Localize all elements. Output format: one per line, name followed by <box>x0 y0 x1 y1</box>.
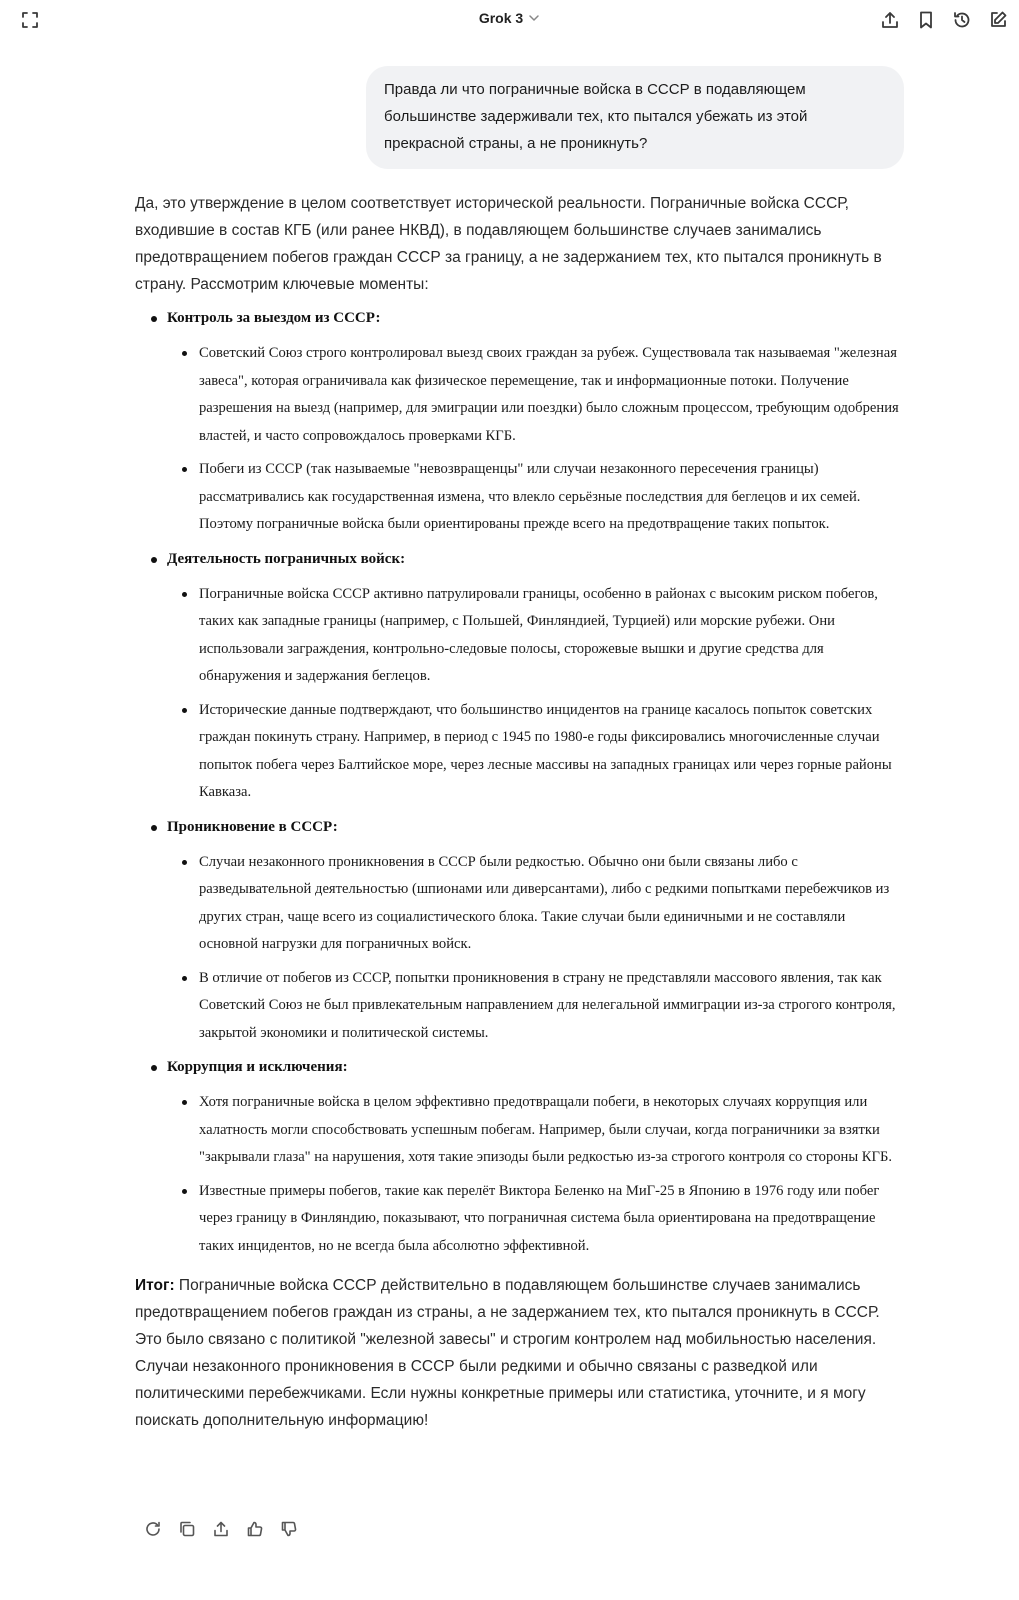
like-button[interactable] <box>242 1516 268 1542</box>
regenerate-icon <box>144 1520 162 1538</box>
header-actions <box>877 7 1011 33</box>
new-chat-button[interactable] <box>985 7 1011 33</box>
regenerate-button[interactable] <box>140 1516 166 1542</box>
thumbs-up-icon <box>246 1520 264 1538</box>
list-item: Побеги из СССР (так называемые "невозвращенцы" или случаи незаконного пересечения границы) рассматривались как государственная измена, что влекло серьёзные последствия для беглецов и их семей. Поэтому пограничные войска были ориентированы прежде всего на предотвращение таких попыток. <box>199 456 905 539</box>
answer-section <box>135 815 905 1048</box>
share-response-button[interactable] <box>208 1516 234 1542</box>
section-list <box>135 849 905 1048</box>
list-item: Случаи незаконного проникновения в СССР были редкостью. Обычно они были связаны либо с разведывательной деятельностью (шпионами или диверсантами), либо с редкими попытками перебежчиков из других стран, чаще всего из социалистического блока. Такие случаи были единичными и не составляли основной нагрузки для пограничных войск. <box>199 849 905 959</box>
model-switcher[interactable] <box>440 10 580 26</box>
list-item: Исторические данные подтверждают, что большинство инцидентов на границе касалось попыток советских граждан покинуть страну. Например, в период с 1945 по 1980-е годы фиксировались многочисленные случаи попыток побега через Балтийское море, через лесные массивы на западных границах или через горные районы Кавказа. <box>199 697 905 807</box>
chevron-down-icon <box>528 12 540 24</box>
expand-icon <box>21 11 39 29</box>
top-bar <box>0 0 1019 40</box>
section-title: Деятельность пограничных войск: <box>135 547 905 571</box>
dislike-button[interactable] <box>276 1516 302 1542</box>
model-label: Grok 3 <box>478 10 524 26</box>
answer-intro: Да, это утверждение в целом соответствует исторической реальности. Пограничные войска СССР, входившие в состав КГБ (или ранее НКВД), в подавляющем большинстве случаев занимались предотвращением побегов граждан СССР за границу, а не задержанием тех, кто пытался проникнуть в страну. Рассмотрим ключевые моменты: <box>135 195 882 293</box>
summary-text: Пограничные войска СССР действительно в подавляющем большинстве случаев занимались предотвращением побегов граждан из страны, а не задержанием тех, кто пытался проникнуть в СССР. Это было связано с политикой "железной завесы" и строгим контролем над мобильностью населения. Случаи незаконного проникновения в СССР были редкими и обычно связаны с разведкой или политическими перебежчиками. Если нужны конкретные примеры или статистика, уточните, и я могу поискать дополнительную информацию! <box>135 1277 880 1429</box>
history-icon <box>952 10 972 30</box>
share-icon <box>212 1520 230 1538</box>
section-title: Проникновение в СССР: <box>135 815 905 839</box>
list-item: В отличие от побегов из СССР, попытки проникновения в страну не представляли массового явления, так как Советский Союз не был привлекательным направлением для нелегальной иммиграции из-за строгого контроля, закрытой экономики и политической системы. <box>199 965 905 1048</box>
answer-summary <box>135 1272 905 1434</box>
answer-section <box>135 1055 905 1260</box>
list-item: Пограничные войска СССР активно патрулировали границы, особенно в районах с высоким риском побегов, таких как западные границы (например, с Польшей, Финляндией, Турцией) или морские рубежи. Они использовали заграждения, контрольно-следовые полосы, сторожевые вышки и другие средства для обнаружения и задержания беглецов. <box>199 581 905 691</box>
section-list <box>135 1089 905 1260</box>
answer-section <box>135 547 905 807</box>
list-item: Известные примеры побегов, такие как перелёт Виктора Беленко на МиГ-25 в Японию в 1976 году или побег через границу в Финляндию, показывают, что пограничная система была ориентирована на предотвращение таких инцидентов, но не всегда была абсолютно эффективной. <box>199 1178 905 1261</box>
summary-label: Итог: <box>135 1277 175 1294</box>
copy-icon <box>178 1520 196 1538</box>
bookmark-button[interactable] <box>913 7 939 33</box>
edit-icon <box>988 10 1008 30</box>
share-button[interactable] <box>877 7 903 33</box>
section-list <box>135 581 905 807</box>
section-title: Коррупция и исключения: <box>135 1055 905 1079</box>
assistant-answer <box>135 190 905 1434</box>
section-list <box>135 340 905 539</box>
list-item: Советский Союз строго контролировал выезд своих граждан за рубеж. Существовала так называемая "железная завеса", которая ограничивала как физическое перемещение, так и информационные потоки. Получение разрешения на выезд (например, для эмиграции или поездки) было сложным процессом, требующим одобрения властей, и часто сопровождалось проверками КГБ. <box>199 340 905 450</box>
answer-sections <box>135 306 905 1260</box>
history-button[interactable] <box>949 7 975 33</box>
section-title: Контроль за выездом из СССР: <box>135 306 905 330</box>
share-icon <box>880 10 900 30</box>
expand-button[interactable] <box>18 8 42 32</box>
message-actions <box>140 1516 302 1542</box>
user-message-bubble: Правда ли что пограничные войска в СССР в подавляющем большинстве задерживали тех, кто пытался убежать из этой прекрасной страны, а не проникнуть? <box>366 66 904 169</box>
copy-button[interactable] <box>174 1516 200 1542</box>
bookmark-icon <box>916 10 936 30</box>
list-item: Хотя пограничные войска в целом эффективно предотвращали побеги, в некоторых случаях коррупция или халатность могли способствовать успешным побегам. Например, были случаи, когда пограничники за взятки "закрывали глаза" на нарушения, хотя такие эпизоды были редкостью из-за строгого контроля со стороны КГБ. <box>199 1089 905 1172</box>
thumbs-down-icon <box>280 1520 298 1538</box>
answer-section <box>135 306 905 539</box>
